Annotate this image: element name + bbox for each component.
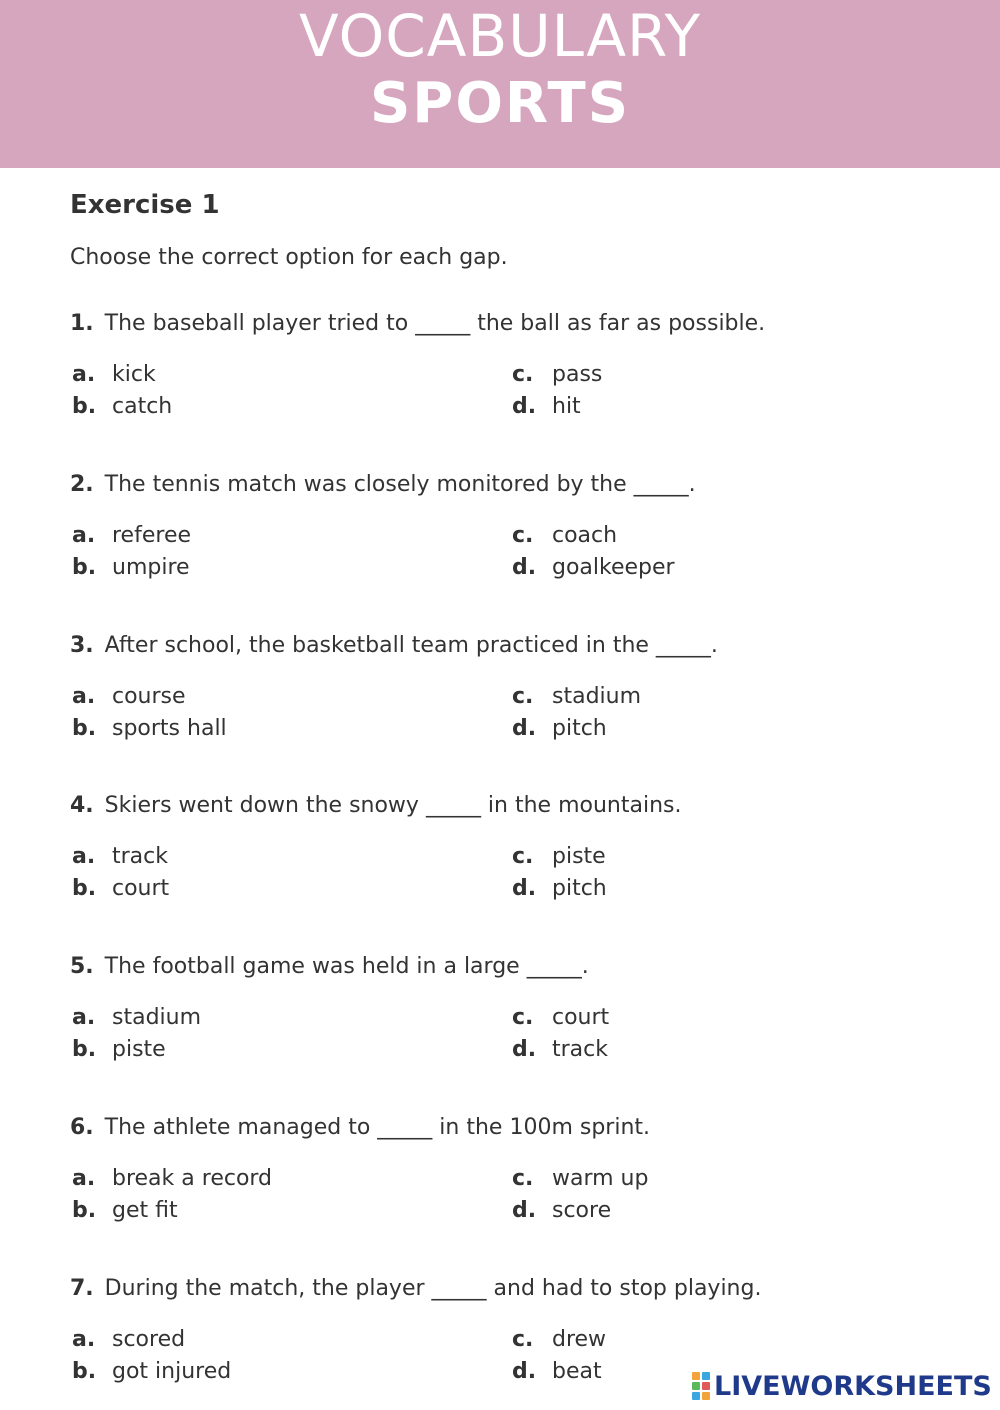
question-6 — [70, 1113, 950, 1227]
exercise-instructions: Choose the correct option for each gap. — [70, 245, 508, 270]
option-c[interactable]: c. warm up — [512, 1166, 649, 1191]
logo-text: LIVEWORKSHEETS — [714, 1370, 992, 1402]
question-5 — [70, 952, 950, 1066]
options-group — [70, 1163, 950, 1227]
option-a[interactable]: a. track — [72, 844, 168, 869]
question-sentence: The baseball player tried to _____ the ball as far as possible. — [104, 311, 766, 336]
option-d[interactable]: d. beat — [512, 1359, 602, 1384]
question-number: 2. — [70, 472, 94, 497]
worksheet-header — [0, 0, 1000, 168]
option-a[interactable]: a. course — [72, 684, 186, 709]
option-d[interactable]: d. score — [512, 1198, 612, 1223]
options-group — [70, 359, 950, 423]
question-number: 3. — [70, 633, 94, 658]
options-group — [70, 841, 950, 905]
option-b[interactable]: b. piste — [72, 1037, 166, 1062]
question-number: 6. — [70, 1115, 94, 1140]
question-text — [70, 952, 950, 982]
question-3 — [70, 631, 950, 745]
option-b[interactable]: b. umpire — [72, 555, 190, 580]
header-subtitle: SPORTS — [369, 71, 631, 136]
question-sentence: During the match, the player _____ and had to stop playing. — [104, 1276, 762, 1301]
question-number: 7. — [70, 1276, 94, 1301]
question-1 — [70, 309, 950, 423]
option-a[interactable]: a. referee — [72, 523, 192, 548]
question-sentence: The football game was held in a large _____. — [104, 954, 589, 979]
question-text — [70, 631, 950, 661]
option-d[interactable]: d. hit — [512, 394, 581, 419]
question-sentence: The tennis match was closely monitored by the _____. — [104, 472, 696, 497]
question-number: 5. — [70, 954, 94, 979]
question-sentence: After school, the basketball team practiced in the _____. — [104, 633, 718, 658]
option-c[interactable]: c. pass — [512, 362, 603, 387]
header-title: VOCABULARY — [298, 2, 702, 70]
option-d[interactable]: d. track — [512, 1037, 608, 1062]
question-text — [70, 1274, 950, 1304]
question-text — [70, 470, 950, 500]
options-group — [70, 520, 950, 584]
liveworksheets-blocks-icon — [692, 1372, 710, 1400]
question-sentence: Skiers went down the snowy _____ in the mountains. — [104, 793, 682, 818]
question-2 — [70, 470, 950, 584]
option-c[interactable]: c. stadium — [512, 684, 642, 709]
option-d[interactable]: d. pitch — [512, 876, 607, 901]
question-sentence: The athlete managed to _____ in the 100m sprint. — [104, 1115, 651, 1140]
option-b[interactable]: b. got injured — [72, 1359, 232, 1384]
question-text — [70, 1113, 950, 1143]
option-c[interactable]: c. court — [512, 1005, 610, 1030]
options-group — [70, 1002, 950, 1066]
liveworksheets-logo[interactable] — [692, 1368, 992, 1404]
option-a[interactable]: a. kick — [72, 362, 156, 387]
option-b[interactable]: b. sports hall — [72, 716, 227, 741]
option-c[interactable]: c. drew — [512, 1327, 607, 1352]
option-a[interactable]: a. break a record — [72, 1166, 273, 1191]
question-number: 4. — [70, 793, 94, 818]
options-group — [70, 681, 950, 745]
option-c[interactable]: c. coach — [512, 523, 618, 548]
question-text — [70, 791, 950, 821]
option-a[interactable]: a. scored — [72, 1327, 186, 1352]
question-number: 1. — [70, 311, 94, 336]
option-d[interactable]: d. pitch — [512, 716, 607, 741]
option-a[interactable]: a. stadium — [72, 1005, 202, 1030]
option-d[interactable]: d. goalkeeper — [512, 555, 675, 580]
option-b[interactable]: b. catch — [72, 394, 173, 419]
option-b[interactable]: b. court — [72, 876, 170, 901]
question-4 — [70, 791, 950, 905]
question-text — [70, 309, 950, 339]
option-b[interactable]: b. get fit — [72, 1198, 178, 1223]
exercise-title: Exercise 1 — [70, 190, 220, 220]
option-c[interactable]: c. piste — [512, 844, 606, 869]
